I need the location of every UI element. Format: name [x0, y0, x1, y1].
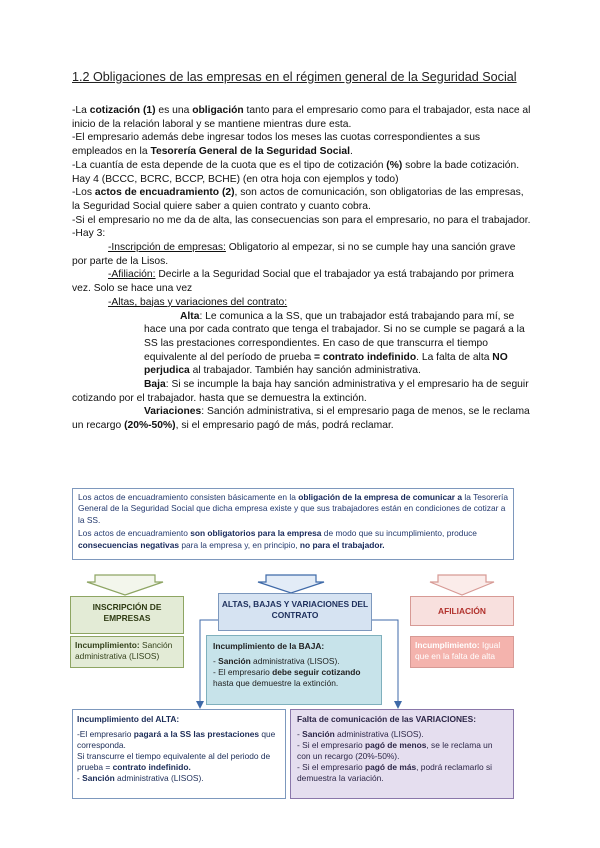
bold-text: contrato indefinido. — [112, 762, 191, 772]
section-title: 1.2 Obligaciones de las empresas en el régimen general de la Seguridad Social — [72, 70, 517, 84]
box-heading: Incumplimiento del ALTA: — [77, 714, 180, 724]
bold-text: pagará a la SS las prestaciones — [133, 729, 260, 739]
bold-text: (20%-50%) — [124, 420, 176, 432]
box-heading: Falta de comunicación de las VARIACIONES: — [297, 714, 477, 724]
list-item — [213, 656, 375, 667]
paragraph-actos — [72, 186, 532, 213]
list-item — [77, 773, 281, 784]
text: - Si el empresario — [297, 762, 365, 772]
text: -El empresario — [77, 729, 134, 739]
text: , si el empresario pagó de más, podrá reclamar. — [175, 420, 394, 432]
bold-text: = contrato indefinido — [314, 351, 417, 363]
text: hasta que demuestre la extinción. — [213, 678, 339, 688]
paragraph-cotizacion — [72, 104, 532, 131]
bold-text: obligación de la empresa de comunicar a — [298, 492, 463, 502]
connector-alta-arrowhead-icon — [196, 701, 204, 709]
green-down-arrow-icon — [87, 575, 163, 595]
text: . — [349, 146, 353, 158]
text — [75, 640, 179, 662]
paragraph-hay-3: -Hay 3: — [72, 228, 106, 240]
underlined-text: -Inscripción de empresas: — [108, 242, 226, 254]
list-item — [77, 729, 281, 751]
text: -La cuantía de esta depende de la cuota que es el tipo de cotización — [72, 159, 387, 171]
underlined-text: -Afiliación: — [108, 269, 156, 281]
info-line-1 — [78, 492, 508, 526]
paragraph-alta-empresario: -Si el empresario no me da de alta, las consecuencias son para el empresario, no para el trabajador. — [72, 214, 531, 226]
notes-body — [72, 104, 532, 433]
text: administrativa (LISOS). — [250, 656, 340, 666]
text: la Tesorería General de la Seguridad Social que dicha empresa existe y que sus trabajadores están en condiciones de cotizar a la SS. — [78, 492, 508, 525]
paragraph-variaciones — [72, 405, 532, 432]
text: Si transcurre el tiempo equivalente al del periodo de prueba = — [77, 751, 271, 772]
text: - El empresario — [213, 667, 273, 677]
altas-header: ALTAS, BAJAS Y VARIACIONES DEL CONTRATO — [218, 593, 372, 631]
text — [415, 640, 509, 662]
bold-text: Alta — [180, 310, 200, 322]
text: Decirle a la Seguridad Social que el trabajador ya está trabajando por primera vez. Solo se hace una vez — [72, 269, 514, 295]
list-item — [213, 667, 375, 689]
text: tanto para el empresario como para el trabajador, esta nace al inicio de la relación laboral y se mantiene mientras dure esta. — [72, 105, 531, 130]
bold-text: debe seguir cotizando — [272, 667, 361, 677]
text: : Sanción administrativa, si el empresario paga de menos, se le reclama un recargo — [72, 406, 530, 432]
bold-text: son obligatorios para la empresa — [190, 528, 322, 539]
variaciones-incumplimiento — [290, 709, 514, 799]
list-item — [297, 740, 507, 762]
connector-var-arrowhead-icon — [394, 701, 402, 709]
text: - — [297, 729, 303, 739]
red-down-arrow-icon — [430, 575, 494, 595]
text: - — [77, 773, 83, 783]
text: Sanción administrativa (LISOS) — [75, 640, 173, 661]
text: , podrá reclamarlo si demuestra la variación. — [297, 762, 493, 783]
baja-incumplimiento — [206, 635, 382, 705]
text: es una — [155, 105, 193, 116]
text: de modo que su incumplimiento, produce — [321, 528, 477, 539]
bold-text: pagó de menos — [364, 740, 427, 750]
paragraph-inscripcion — [72, 241, 532, 268]
inscripcion-header: INSCRIPCIÓN DE EMPRESAS — [70, 596, 184, 634]
list-item — [297, 729, 507, 740]
underlined-text: -Altas, bajas y variaciones del contrato: — [108, 296, 288, 308]
bold-text: Sanción — [82, 773, 115, 783]
paragraph-altas-heading — [72, 296, 532, 310]
blue-down-arrow-icon — [258, 575, 324, 593]
text: administrativa (LISOS). — [334, 729, 424, 739]
text: : Le comunica a la SS, que un trabajador está trabajando para mí, se hace una por cada contrato que tenga el trabajador. Si no se cumple se pagará a la SS las prestaciones correspondientes. En caso de que transcurra el tiempo equivalente al del período de prueba — [144, 310, 525, 363]
text: . La falta de alta — [416, 351, 493, 363]
info-box — [72, 488, 514, 560]
bold-text: Tesorería General de la Seguridad Social — [150, 146, 350, 158]
text: , se le reclama un con un recargo (20%-50%). — [297, 740, 493, 761]
text: , son actos de comunicación, son obligatorias de las empresas, la Seguridad Social quiere saber a quien contrato y cuanto cobra. — [72, 187, 524, 212]
text: Igual que en la falta de alta — [415, 640, 501, 661]
list-item — [77, 751, 281, 773]
bold-text: obligación — [192, 105, 244, 116]
text: para la empresa y, en principio, — [179, 539, 300, 550]
paragraph-afiliacion — [72, 268, 532, 295]
paragraph-alta — [72, 310, 532, 379]
bold-text: Variaciones — [144, 406, 202, 418]
text: - Si el empresario — [297, 740, 365, 750]
afiliacion-incumplimiento — [410, 636, 514, 668]
paragraph-ingreso — [72, 131, 532, 158]
text: Los actos de encuadramiento consisten básicamente en la — [78, 492, 299, 502]
text: administrativa (LISOS). — [114, 773, 204, 783]
bold-text: actos de encuadramiento (2) — [94, 187, 235, 199]
bold-text: Incumplimiento: — [415, 640, 480, 650]
bold-text: no para el trabajador. — [299, 539, 385, 550]
afiliacion-header: AFILIACIÓN — [410, 596, 514, 626]
bold-text: Sanción — [302, 729, 335, 739]
box-heading: Incumplimiento de la BAJA: — [213, 641, 325, 651]
bold-text: cotización (1) — [89, 105, 156, 116]
list-item — [297, 762, 507, 784]
bold-text: Sanción — [218, 656, 251, 666]
bold-text: Baja — [144, 379, 166, 391]
text: que corresponda. — [77, 729, 276, 750]
bold-text: consecuencias negativas — [78, 539, 180, 550]
bold-text: (%) — [386, 159, 403, 171]
text: -El empresario además debe ingresar todos los meses las cuotas correspondientes a sus empleados en la — [72, 132, 481, 158]
paragraph-baja — [72, 378, 532, 405]
text: : Si se incumple la baja hay sanción administrativa y el empresario ha de seguir cotizando por el trabajador. hasta que se demuestra la extinción. — [72, 379, 529, 404]
text: Los actos de encuadramiento — [78, 528, 191, 539]
text: al trabajador. También hay sanción administrativa. — [189, 365, 421, 377]
info-line-2 — [78, 528, 508, 551]
paragraph-cuantia — [72, 159, 532, 186]
text: -Los — [72, 187, 95, 199]
text: - — [213, 656, 219, 666]
bold-text: NO perjudica — [144, 351, 508, 377]
bold-text: Incumplimiento: — [75, 640, 140, 650]
alta-incumplimiento — [72, 709, 286, 799]
text: Obligatorio al empezar, si no se cumple hay una sanción grave por parte de la Lisos. — [72, 242, 516, 267]
inscripcion-incumplimiento — [70, 636, 184, 668]
bold-text: pagó de más — [364, 762, 417, 772]
text: -La — [72, 105, 90, 116]
text: sobre la bade cotización. Hay 4 (BCCC, BCRC, BCCP, BCHE) (en otra hoja con ejemplos y todo) — [72, 159, 520, 185]
